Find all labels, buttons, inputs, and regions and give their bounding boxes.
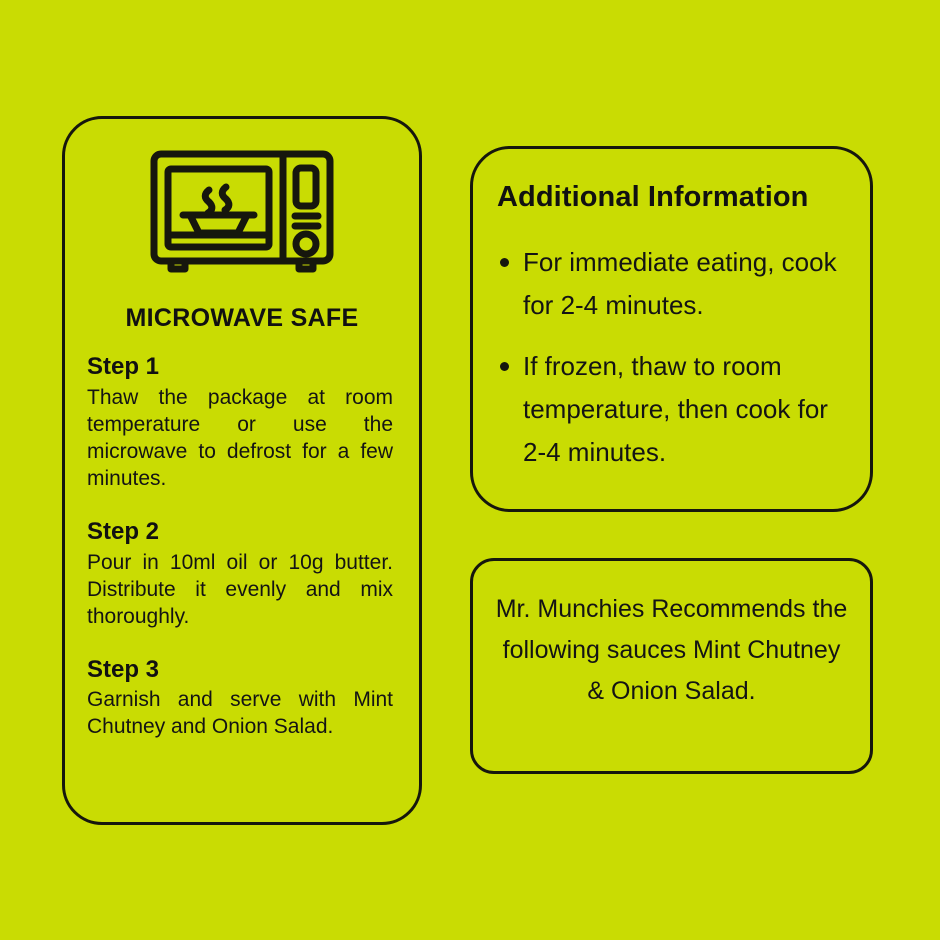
additional-information-list bbox=[497, 241, 852, 474]
list-item-label: For immediate eating, cook for 2-4 minutes. bbox=[523, 247, 837, 320]
step-title: Step 2 bbox=[87, 517, 160, 545]
step-body: Thaw the package at room temperature or use the microwave to defrost for a few minutes. bbox=[87, 385, 393, 490]
step-item bbox=[87, 518, 399, 630]
steps-list bbox=[87, 353, 399, 740]
step-item bbox=[87, 353, 399, 492]
recommendation-text: Mr. Munchies Recommends the following sauces Mint Chutney & Onion Salad. bbox=[495, 595, 848, 705]
additional-information-panel bbox=[470, 146, 873, 512]
bullet-dot-icon bbox=[500, 258, 509, 267]
step-item bbox=[87, 656, 399, 741]
bullet-dot-icon bbox=[500, 362, 509, 371]
step-title: Step 3 bbox=[87, 655, 160, 683]
list-item-label: If frozen, thaw to room temperature, then cook for 2-4 minutes. bbox=[523, 351, 828, 467]
microwave-icon bbox=[65, 149, 419, 275]
step-body: Garnish and serve with Mint Chutney and Onion Salad. bbox=[87, 688, 393, 739]
recommendation-panel bbox=[470, 558, 873, 774]
list-item bbox=[497, 345, 852, 474]
microwave-safe-label: MICROWAVE SAFE bbox=[125, 304, 359, 332]
additional-information-title: Additional Information bbox=[497, 181, 809, 213]
step-body: Pour in 10ml oil or 10g butter. Distribute it evenly and mix thoroughly. bbox=[87, 550, 393, 628]
list-item bbox=[497, 241, 852, 327]
cooking-steps-panel bbox=[62, 116, 422, 825]
step-title: Step 1 bbox=[87, 353, 160, 380]
